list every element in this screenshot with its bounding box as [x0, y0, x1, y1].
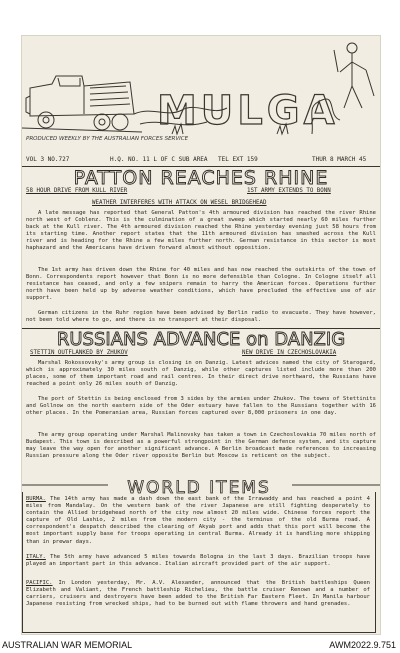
headline-patton: PATTON REACHES RHINE — [73, 167, 329, 189]
produced-by-credit: PRODUCED WEEKLY BY THE AUSTRALIAN FORCES SERVICE — [26, 136, 189, 142]
issue-info-bar — [22, 156, 380, 166]
world-item-italy — [26, 554, 370, 568]
subhead-left: STETTIN OUTFLANKED BY ZHUKOV — [30, 350, 128, 356]
world-item-tag: BURMA. — [26, 496, 46, 502]
world-item-burma — [26, 496, 370, 546]
volume-number: VOL 3 NO.727 — [26, 156, 70, 163]
world-item-pacific — [26, 580, 370, 608]
hq-address: H.Q. NO. 11 L OF C SUB AREA — [110, 156, 208, 163]
issue-date: THUR 8 MARCH 45 — [312, 156, 367, 163]
article-paragraph: A late message has reported that General Patton's 4th armoured division has reached the river Rhine north west of Coblenz. This is the culmination of a great sweep which started nearly 60 miles further back at the Kull river. The 4th armoured division reached the Rhine yesterday evening just 58 hours from its starting time. Another report states that the 11th armoured division has smashed across the Kull river and is heading for the Rhine a few miles further north. German resistance in this sector is most haphazard and the Americans have driven forward almost without opposition. — [26, 210, 376, 252]
world-item-tag: ITALY. — [26, 554, 46, 560]
world-item-tag: PACIFIC. — [26, 580, 53, 586]
telephone-ext: TEL EXT 159 — [218, 156, 258, 163]
subhead-left: 58 HOUR DRIVE FROM KULL RIVER — [26, 188, 128, 194]
article-paragraph: German citizens in the Ruhr region have been advised by Berlin radio to evacuate. They have however, not been told where to go, and there is no transport at their disposal. — [26, 310, 376, 324]
footer-accession-number: AWM2022.9.751 — [329, 640, 396, 650]
subhead-right: 1ST ARMY EXTENDS TO BONN — [247, 188, 331, 194]
subhead-center: WEATHER INTERFERES WITH ATTACK ON WESEL BRIDGEHEAD — [92, 200, 267, 206]
headline-russians: RUSSIANS ADVANCE on DANZIG — [56, 329, 346, 350]
masthead — [22, 36, 380, 144]
masthead-title: MULGA — [157, 88, 339, 134]
article-paragraph: The 1st army has driven down the Rhine for 40 miles and has now reached the outskirts of the town of Bonn. Correspondents report however that Bonn is no more defensible than Cologne. In Cologne itself all resistance has ceased, and only a few snipers remain to harry the American forces. Operations further north have been held up by adverse weather conditions, which have precluded the effective use of air support. — [26, 267, 376, 302]
footer-institution: AUSTRALIAN WAR MEMORIAL — [2, 640, 133, 650]
article-paragraph: Marshal Rokossovsky's army group is closing in on Danzig. Latest advices named the city of Starogard, which is approximately 30 miles south of Danzig, while other captures listed include more than 200 places, some of them important road and rail centres. In their direct drive northward, the Russians have reached a point only 26 miles south of Danzig. — [26, 360, 376, 388]
subhead-right: NEW DRIVE IN CZECHOSLOVAKIA — [242, 350, 337, 356]
article-paragraph: The army group operating under Marshal Malinovsky has taken a town in Czechoslovakia 70 miles north of Budapest. This town is described as a powerful strongpoint in the German defence system, and its capture may leave the way open for another significant advance. A Berlin broadcast made references to increasing Russian pressure along the Oder river opposite Berlin but Moscow is reticent on the subject. — [26, 432, 376, 460]
world-item-text: In London yesterday, Mr. A.V. Alexander, announced that the British battleships Queen Elizabeth and Valiant, the French battleship Richelieu, the battle cruiser Renown and a number of carriers, cruisers and destroyers have been added to the British Far Eastern Fleet. In Manila harbour Japanese resisting from wrecked ships, had to be burned out with flame throwers and hand grenades. — [26, 580, 370, 608]
newsletter-page — [22, 36, 380, 634]
world-item-text: The 14th army has made a dash down the east bank of the Irrawaddy and has reached a point 4 miles from Mandalay. On the western bank of the river Japanese are still fighting desperately to contain the Allied bridgehead north of the city now almost 20 miles wide. Chinese forces report the capture of Old Lashio, 2 miles from the modern city - the terminus of the old Burma road. A correspondent's despatch described the clearing of Akyab port and adds that this port will become the most important supply base for troops operating in central Burma. Already it is handling more shipping than in prewar days. — [26, 496, 370, 545]
world-item-text: The 5th army have advanced 5 miles towards Bologna in the last 3 days. Brazilian troops have played an important part in this advance. Italian aircraft provided part of the air support. — [26, 554, 370, 568]
headline-world-items: WORLD ITEMS — [127, 478, 271, 498]
article-paragraph: The port of Stettin is being enclosed from 3 sides by the armies under Zhukov. The towns of Stettinits and Gollnow on the north eastern side of the Oder estuary have fallen to the Russians together with 16 other places. In the Pomeranian area, Russian forces captured over 8,000 prisoners in one day. — [26, 396, 376, 417]
